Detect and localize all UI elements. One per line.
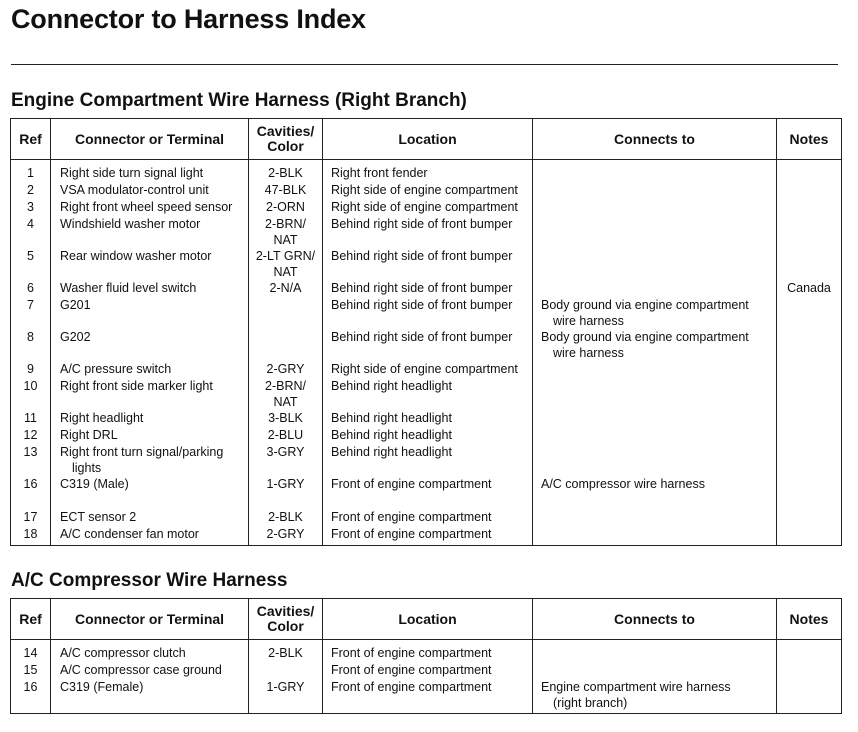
section-title: A/C Compressor Wire Harness <box>11 570 288 591</box>
header-connects-to: Connects to <box>533 599 777 640</box>
notes-cell <box>777 378 842 410</box>
connector-text: C319 (Male) <box>60 477 129 491</box>
cavities-cell <box>249 297 323 329</box>
connector-cell <box>51 280 249 297</box>
page-title: Connector to Harness Index <box>11 4 366 34</box>
notes-cell <box>777 640 842 663</box>
ref-cell: 11 <box>11 410 51 427</box>
location-cell: Front of engine compartment <box>323 526 533 546</box>
cavities-text: 2-N/A <box>269 281 302 295</box>
location-cell: Behind right headlight <box>323 410 533 427</box>
cavities-text: 2-GRY <box>266 362 305 376</box>
cavities-text: NAT <box>273 265 298 279</box>
ref-cell: 6 <box>11 280 51 297</box>
connector-cell <box>51 640 249 663</box>
connects-to-cell <box>533 378 777 410</box>
connects-to-cell <box>533 640 777 663</box>
ref-cell: 14 <box>11 640 51 663</box>
header-cavities-line1: Cavities/ <box>256 603 315 619</box>
connects-to-cell <box>533 526 777 546</box>
table-row <box>11 160 842 183</box>
connects-to-cell <box>533 427 777 444</box>
cavities-text: 2-BLU <box>267 428 304 442</box>
connects-to-cell <box>533 297 777 329</box>
connects-to-cell <box>533 160 777 183</box>
location-cell: Front of engine compartment <box>323 509 533 526</box>
table-row <box>11 216 842 248</box>
ref-cell: 2 <box>11 182 51 199</box>
table-row <box>11 679 842 714</box>
notes-cell <box>777 248 842 280</box>
ref-cell: 9 <box>11 361 51 378</box>
header-cavities <box>249 119 323 160</box>
connects-to-text: Body ground via engine compartment <box>541 298 749 312</box>
cavities-cell <box>249 662 323 679</box>
ref-cell: 13 <box>11 444 51 476</box>
notes-cell <box>777 526 842 546</box>
notes-cell <box>777 679 842 714</box>
notes-cell <box>777 199 842 216</box>
connector-cell <box>51 297 249 329</box>
cavities-cell <box>249 216 323 248</box>
notes-cell <box>777 297 842 329</box>
connector-cell <box>51 216 249 248</box>
cavities-cell <box>249 199 323 216</box>
header-cavities <box>249 599 323 640</box>
table-row <box>11 329 842 361</box>
ref-cell: 16 <box>11 476 51 509</box>
connector-cell <box>51 444 249 476</box>
table-row <box>11 526 842 546</box>
ref-cell: 12 <box>11 427 51 444</box>
location-cell: Right side of engine compartment <box>323 182 533 199</box>
cavities-text: 2-GRY <box>266 527 305 541</box>
connector-cell <box>51 476 249 509</box>
connector-text: A/C compressor case ground <box>60 663 222 677</box>
ref-cell: 5 <box>11 248 51 280</box>
cavities-text: 1-GRY <box>266 680 305 694</box>
location-cell: Behind right side of front bumper <box>323 248 533 280</box>
connector-text: Right headlight <box>60 411 144 425</box>
connector-cell <box>51 679 249 714</box>
connector-text: ECT sensor 2 <box>60 510 137 524</box>
notes-cell <box>777 476 842 509</box>
location-cell: Behind right headlight <box>323 427 533 444</box>
connector-text: Right front wheel speed sensor <box>60 200 233 214</box>
connector-text: A/C pressure switch <box>60 362 172 376</box>
connector-text: Windshield washer motor <box>60 217 201 231</box>
connector-text: lights <box>72 461 102 475</box>
notes-cell <box>777 182 842 199</box>
cavities-cell <box>249 280 323 297</box>
connects-to-cell <box>533 248 777 280</box>
location-cell: Behind right side of front bumper <box>323 297 533 329</box>
notes-cell <box>777 216 842 248</box>
connector-cell <box>51 182 249 199</box>
table-header-row <box>11 599 842 640</box>
location-cell: Behind right side of front bumper <box>323 216 533 248</box>
cavities-cell <box>249 248 323 280</box>
connector-cell <box>51 160 249 183</box>
connector-text: Right front turn signal/parking <box>60 445 224 459</box>
connector-cell <box>51 662 249 679</box>
cavities-cell <box>249 509 323 526</box>
connector-text: Right DRL <box>60 428 118 442</box>
header-cavities-line2: Color <box>267 618 304 634</box>
header-cavities-line1: Cavities/ <box>256 123 315 139</box>
connector-cell <box>51 361 249 378</box>
location-cell: Right front fender <box>323 160 533 183</box>
connector-cell <box>51 378 249 410</box>
header-connects-to: Connects to <box>533 119 777 160</box>
cavities-cell <box>249 361 323 378</box>
ref-cell: 4 <box>11 216 51 248</box>
connector-text: C319 (Female) <box>60 680 144 694</box>
table-row <box>11 410 842 427</box>
header-ref: Ref <box>11 599 51 640</box>
table-row <box>11 476 842 509</box>
location-cell: Right side of engine compartment <box>323 199 533 216</box>
table-row <box>11 280 842 297</box>
table-row <box>11 361 842 378</box>
connects-to-cell <box>533 662 777 679</box>
notes-cell <box>777 427 842 444</box>
header-notes: Notes <box>777 599 842 640</box>
location-cell: Front of engine compartment <box>323 679 533 714</box>
cavities-text: 3-GRY <box>266 445 305 459</box>
connector-text: Rear window washer motor <box>60 249 212 263</box>
header-connector: Connector or Terminal <box>51 599 249 640</box>
table-row <box>11 640 842 663</box>
connector-cell <box>51 248 249 280</box>
location-cell: Right side of engine compartment <box>323 361 533 378</box>
connects-to-cell <box>533 444 777 476</box>
cavities-cell <box>249 640 323 663</box>
connects-to-text: wire harness <box>553 346 624 360</box>
connects-to-text: (right branch) <box>553 696 628 710</box>
header-location: Location <box>323 599 533 640</box>
ref-cell: 18 <box>11 526 51 546</box>
cavities-cell <box>249 160 323 183</box>
header-location: Location <box>323 119 533 160</box>
ref-cell: 7 <box>11 297 51 329</box>
table-header-row <box>11 119 842 160</box>
cavities-text: NAT <box>273 395 298 409</box>
cavities-text: NAT <box>273 233 298 247</box>
connector-text: G202 <box>60 330 91 344</box>
connector-cell <box>51 526 249 546</box>
table-row <box>11 248 842 280</box>
connector-text: A/C compressor clutch <box>60 646 186 660</box>
ref-cell: 16 <box>11 679 51 714</box>
title-divider <box>11 64 838 65</box>
ref-cell: 17 <box>11 509 51 526</box>
cavities-text: 2-LT GRN/ <box>255 249 316 263</box>
harness-table <box>10 118 842 546</box>
table-row <box>11 509 842 526</box>
cavities-text: 2-BLK <box>268 510 303 524</box>
connector-text: A/C condenser fan motor <box>60 527 199 541</box>
connects-to-text: Body ground via engine compartment <box>541 330 749 344</box>
harness-table <box>10 598 842 714</box>
cavities-cell <box>249 476 323 509</box>
table-row <box>11 662 842 679</box>
table-row <box>11 378 842 410</box>
connects-to-cell <box>533 280 777 297</box>
table-row <box>11 199 842 216</box>
notes-cell: Canada <box>777 280 842 297</box>
cavities-cell <box>249 329 323 361</box>
connector-cell <box>51 427 249 444</box>
header-ref: Ref <box>11 119 51 160</box>
connects-to-cell <box>533 679 777 714</box>
location-cell: Behind right side of front bumper <box>323 280 533 297</box>
table-row <box>11 297 842 329</box>
connects-to-cell <box>533 509 777 526</box>
cavities-cell <box>249 679 323 714</box>
table-row <box>11 182 842 199</box>
ref-cell: 3 <box>11 199 51 216</box>
notes-cell <box>777 410 842 427</box>
notes-cell <box>777 329 842 361</box>
connects-to-cell <box>533 182 777 199</box>
location-cell: Behind right side of front bumper <box>323 329 533 361</box>
cavities-text: 1-GRY <box>266 477 305 491</box>
header-cavities-line2: Color <box>267 138 304 154</box>
cavities-cell <box>249 182 323 199</box>
connects-to-cell <box>533 199 777 216</box>
connects-to-cell <box>533 216 777 248</box>
cavities-text: 2-BLK <box>268 166 303 180</box>
notes-cell <box>777 361 842 378</box>
table-row <box>11 444 842 476</box>
connects-to-text: A/C compressor wire harness <box>541 477 705 491</box>
header-connector: Connector or Terminal <box>51 119 249 160</box>
connector-cell <box>51 410 249 427</box>
connects-to-cell <box>533 361 777 378</box>
ref-cell: 1 <box>11 160 51 183</box>
connector-text: Right front side marker light <box>60 379 213 393</box>
connector-cell <box>51 329 249 361</box>
cavities-text: 2-ORN <box>266 200 305 214</box>
connector-cell <box>51 199 249 216</box>
ref-cell: 15 <box>11 662 51 679</box>
cavities-cell <box>249 378 323 410</box>
connects-to-cell <box>533 410 777 427</box>
location-cell: Behind right headlight <box>323 378 533 410</box>
cavities-cell <box>249 427 323 444</box>
location-cell: Front of engine compartment <box>323 640 533 663</box>
connects-to-cell <box>533 329 777 361</box>
connector-text: VSA modulator-control unit <box>60 183 209 197</box>
ref-cell: 8 <box>11 329 51 361</box>
location-cell: Behind right headlight <box>323 444 533 476</box>
cavities-cell <box>249 444 323 476</box>
connector-cell <box>51 509 249 526</box>
section-title: Engine Compartment Wire Harness (Right Branch) <box>11 90 467 111</box>
location-cell: Front of engine compartment <box>323 476 533 509</box>
ref-cell: 10 <box>11 378 51 410</box>
notes-cell <box>777 160 842 183</box>
cavities-text: 47-BLK <box>264 183 307 197</box>
table-row <box>11 427 842 444</box>
connects-to-cell <box>533 476 777 509</box>
header-notes: Notes <box>777 119 842 160</box>
connector-text: G201 <box>60 298 91 312</box>
location-cell: Front of engine compartment <box>323 662 533 679</box>
connects-to-text: wire harness <box>553 314 624 328</box>
cavities-text: 2-BLK <box>268 646 303 660</box>
notes-cell <box>777 444 842 476</box>
cavities-text: 2-BRN/ <box>265 217 306 231</box>
connects-to-text: Engine compartment wire harness <box>541 680 731 694</box>
cavities-text: 3-BLK <box>268 411 303 425</box>
notes-cell <box>777 662 842 679</box>
connector-text: Washer fluid level switch <box>60 281 197 295</box>
connector-text: Right side turn signal light <box>60 166 204 180</box>
cavities-text: 2-BRN/ <box>265 379 306 393</box>
notes-cell <box>777 509 842 526</box>
cavities-cell <box>249 526 323 546</box>
cavities-cell <box>249 410 323 427</box>
